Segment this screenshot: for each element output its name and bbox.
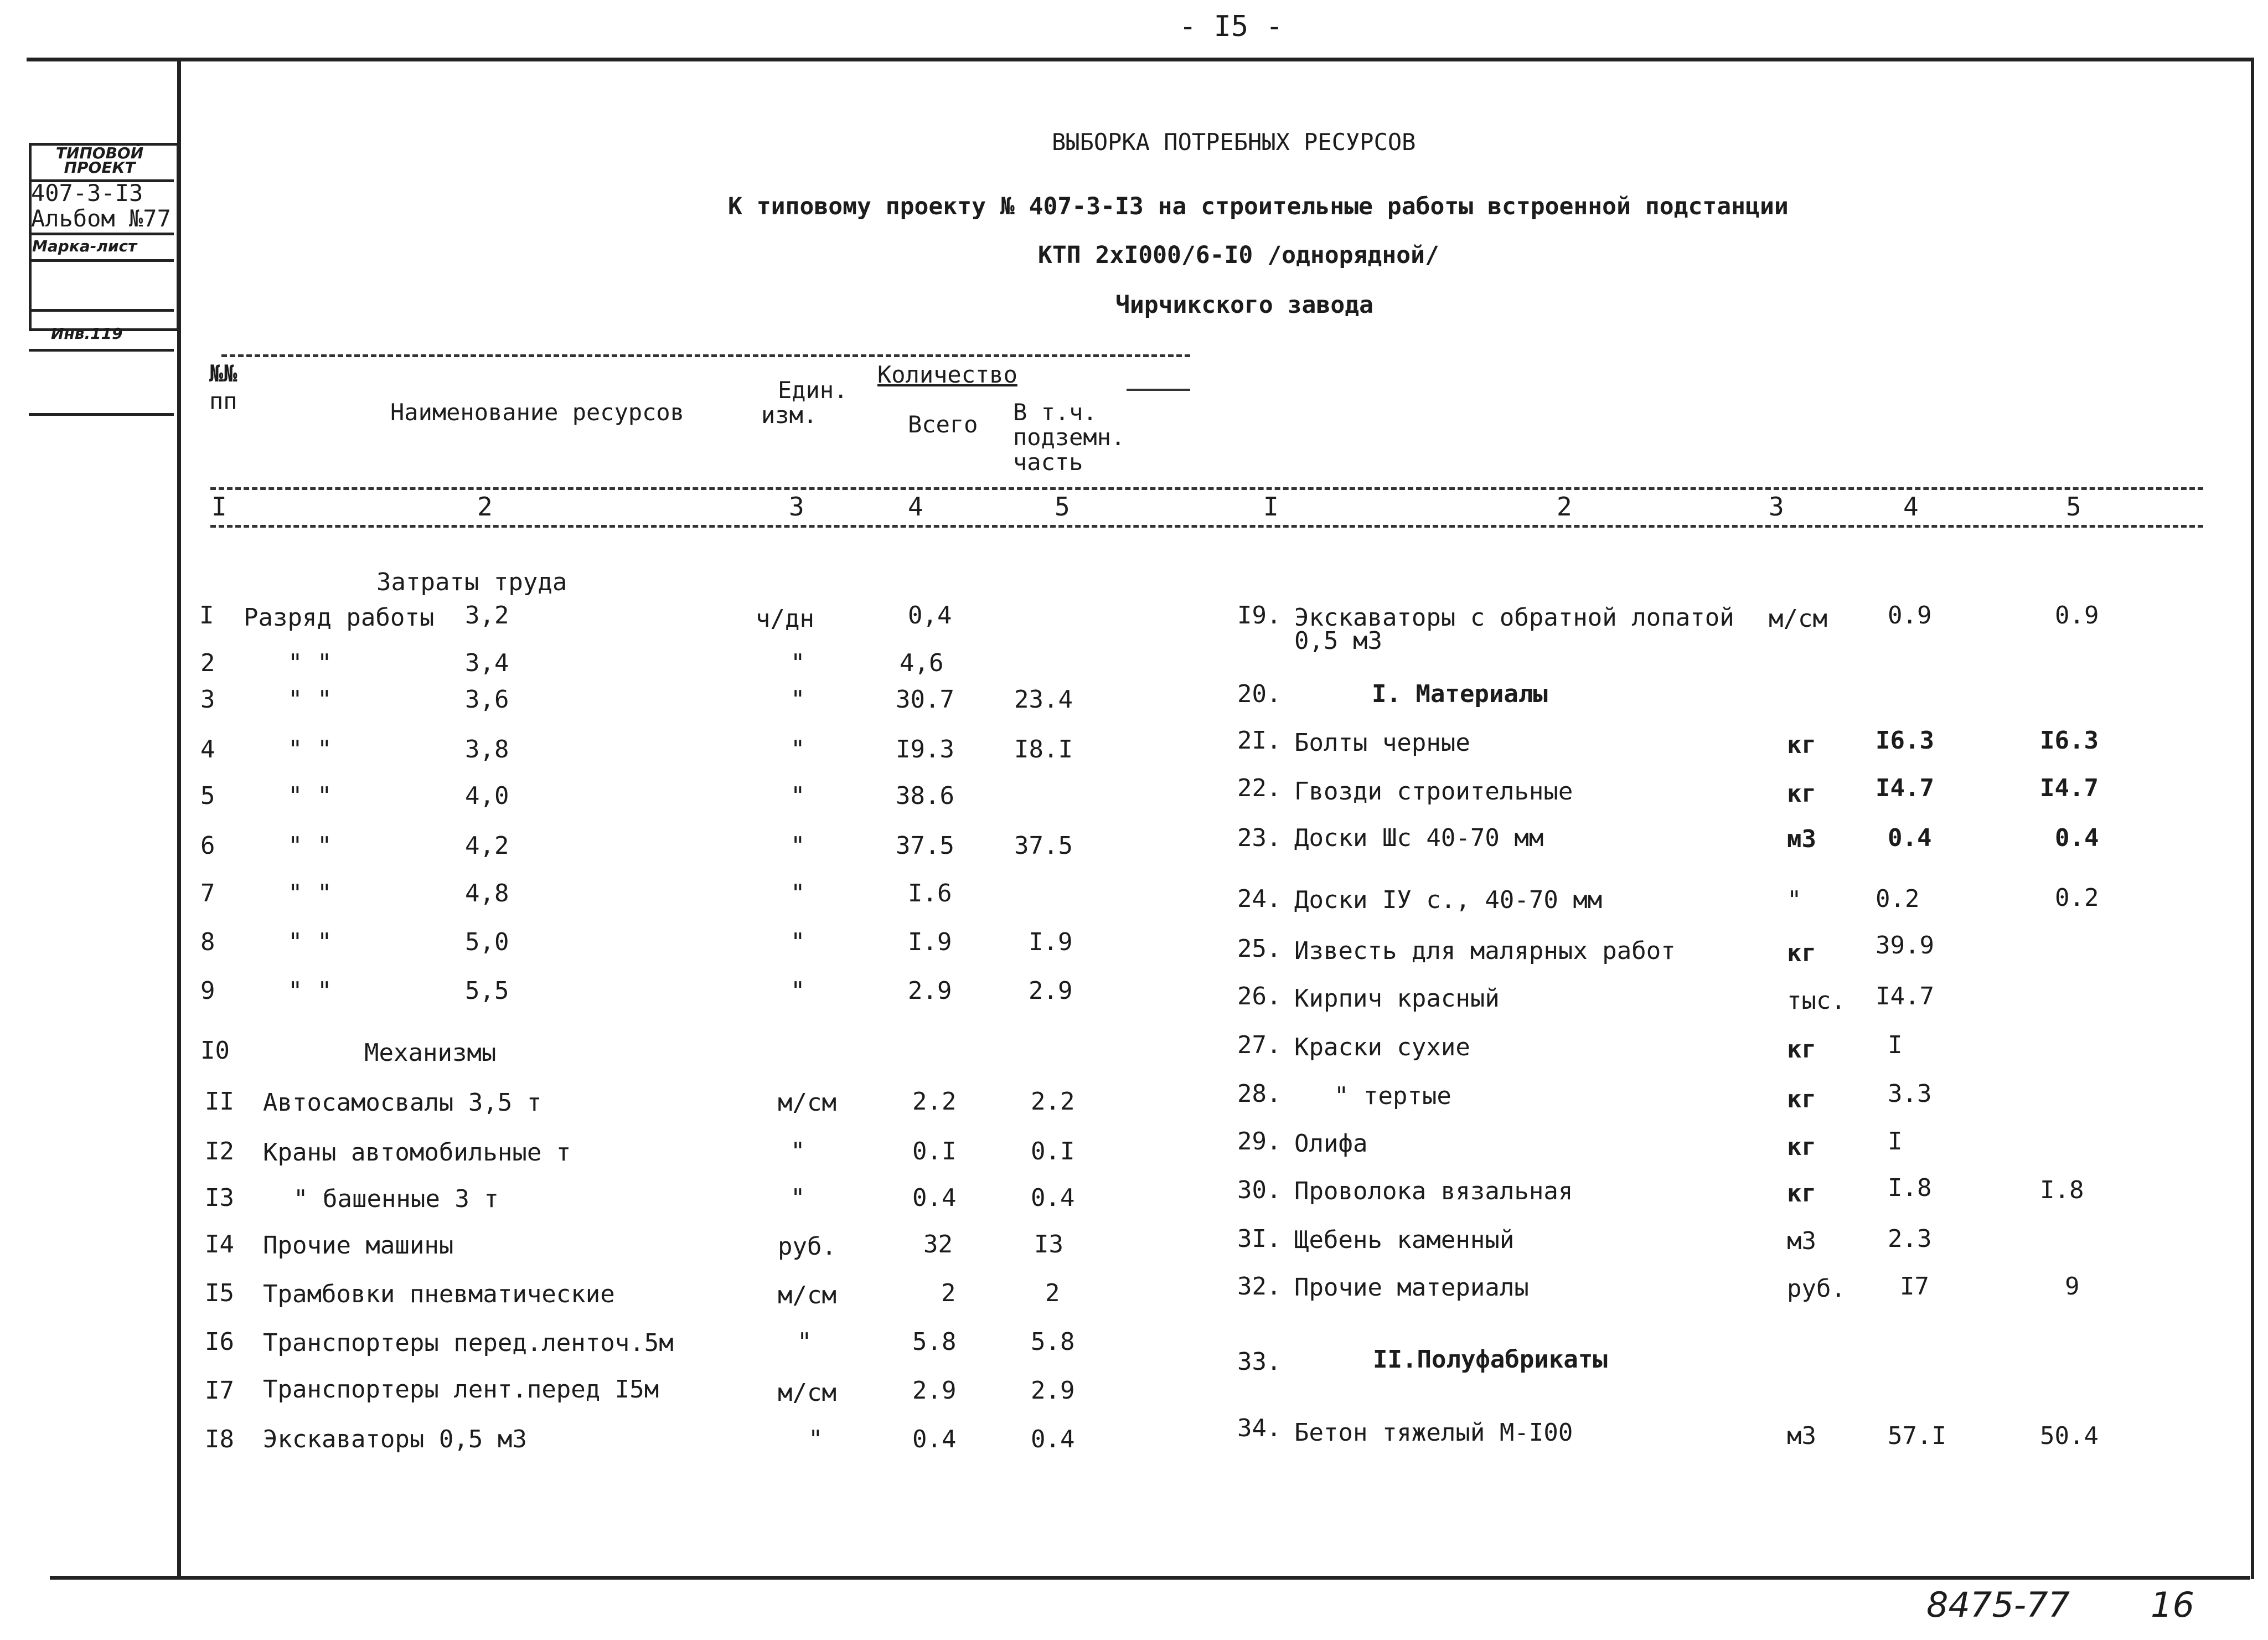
header-top-rule — [221, 354, 1190, 357]
right-row-32-n: 32. — [1237, 1272, 1282, 1301]
right-row-30-under: I.8 — [2040, 1176, 2084, 1204]
left-mech-row-5-name: Трамбовки пневматические — [263, 1280, 615, 1308]
left-row-7-total: I.6 — [908, 879, 952, 907]
left-row-3-unit: " — [791, 685, 805, 714]
footer-sheet-number: 16 — [2151, 1585, 2194, 1625]
right-row-19-name2: 0,5 м3 — [1294, 627, 1382, 655]
subtitle-project: К типовому проекту № 407-3-I3 на строительные работы встроенной подстанции — [728, 193, 1789, 220]
left-mech-row-7-total: 2.9 — [912, 1376, 957, 1405]
left-row-5-name: " " — [288, 782, 332, 810]
left-mech-row-1-unit: м/см — [778, 1089, 836, 1117]
header-qty-rule — [1127, 389, 1190, 391]
left-mech-row-1-name: Автосамосвалы 3,5 т — [263, 1089, 542, 1117]
right-row-25-name: Известь для малярных работ — [1294, 937, 1676, 965]
left-mech-row-3-unit: " — [791, 1184, 805, 1212]
left-mech-row-3-total: 0.4 — [912, 1184, 957, 1212]
right-row-22-under: I4.7 — [2040, 774, 2099, 802]
header-unit-b: изм. — [761, 401, 818, 429]
right-row-19-total: 0.9 — [1888, 601, 1932, 630]
left-row-7-unit: " — [791, 879, 805, 907]
right-row-26-total: I4.7 — [1876, 982, 1934, 1010]
colnum-right-3: 3 — [1769, 492, 1784, 522]
right-row-19-unit: м/см — [1769, 605, 1827, 633]
left-row-7-grade: 4,8 — [465, 879, 509, 907]
left-row-9-grade: 5,5 — [465, 977, 509, 1005]
left-mech-row-5-total: 2 — [941, 1279, 956, 1307]
right-row-34-name: Бетон тяжелый М-I00 — [1294, 1419, 1573, 1447]
left-mech-row-1-under: 2.2 — [1031, 1087, 1075, 1116]
right-row-26-unit: тыс. — [1787, 987, 1846, 1015]
left-row-2-name: " " — [288, 649, 332, 677]
right-row-27-n: 27. — [1237, 1031, 1282, 1059]
header-num-a: №№ — [209, 360, 237, 387]
right-row-28-total: 3.3 — [1888, 1080, 1932, 1108]
right-row-24-total: 0.2 — [1876, 885, 1920, 913]
colnum-top-rule — [210, 487, 2203, 490]
right-row-31-unit: м3 — [1787, 1227, 1816, 1255]
left-row-9-unit: " — [791, 977, 805, 1005]
left-row-4-unit: " — [791, 735, 805, 764]
stamp-project-no: 407-3-I3 — [31, 179, 143, 207]
left-row-5-grade: 4,0 — [465, 782, 509, 810]
right-row-24-unit: " — [1787, 886, 1802, 914]
right-row-30-total: I.8 — [1888, 1174, 1932, 1202]
left-row-8-grade: 5,0 — [465, 928, 509, 956]
header-under-b: подземн. — [1013, 424, 1125, 451]
document-title: ВЫБОРКА ПОТРЕБНЫХ РЕСУРСОВ — [1052, 128, 1416, 156]
left-mech-row-3-n: I3 — [205, 1184, 234, 1212]
right-row-24-under: 0.2 — [2055, 884, 2099, 912]
right-row-21-unit: кг — [1787, 731, 1816, 759]
colnum-left-1: I — [211, 492, 227, 522]
right-row-25-unit: кг — [1787, 939, 1816, 967]
right-row-31-n: 3I. — [1237, 1225, 1282, 1253]
left-mech-row-4-n: I4 — [205, 1230, 234, 1259]
left-row-8-total: I.9 — [908, 928, 952, 956]
left-mech-row-3-under: 0.4 — [1031, 1184, 1075, 1212]
colnum-right-5: 5 — [2066, 492, 2081, 522]
left-row-4-name: " " — [288, 735, 332, 764]
right-row-31-total: 2.3 — [1888, 1225, 1932, 1253]
left-row-4-total: I9.3 — [896, 735, 954, 764]
right-row-32-name: Прочие материалы — [1294, 1273, 1529, 1302]
right-row-28-n: 28. — [1237, 1080, 1282, 1108]
right-row-34-total: 57.I — [1888, 1422, 1946, 1450]
right-row-34-unit: м3 — [1787, 1422, 1816, 1450]
left-mech-row-3-name: " башенные 3 т — [293, 1185, 499, 1213]
section-labor: Затраты труда — [376, 568, 567, 596]
right-row-23-unit: м3 — [1787, 825, 1816, 853]
left-mech-row-7-under: 2.9 — [1031, 1376, 1075, 1405]
right-row-28-unit: кг — [1787, 1085, 1816, 1113]
left-row-9-under: 2.9 — [1029, 977, 1073, 1005]
stamp-type-label: ТИПОВОЙ ПРОЕКТ — [55, 144, 144, 177]
right-row-29-name: Олифа — [1294, 1130, 1368, 1158]
right-row-21-under: I6.3 — [2040, 726, 2099, 755]
left-row-3-grade: 3,6 — [465, 685, 509, 714]
left-mech-row-6-under: 5.8 — [1031, 1328, 1075, 1356]
frame-right-line — [2251, 58, 2254, 1579]
left-row-6-under: 37.5 — [1014, 832, 1073, 860]
left-row-1-unit: ч/дн — [756, 605, 814, 633]
stamp-album: Альбом №77 — [31, 205, 171, 232]
left-mech-row-4-under: I3 — [1034, 1230, 1063, 1259]
right-row-33-name: II.Полуфабрикаты — [1373, 1345, 1608, 1374]
right-row-30-unit: кг — [1787, 1179, 1816, 1208]
right-row-19-n: I9. — [1237, 601, 1282, 630]
right-row-23-under: 0.4 — [2055, 824, 2099, 852]
left-row-8-unit: " — [791, 928, 805, 956]
right-row-34-n: 34. — [1237, 1414, 1282, 1442]
right-row-32-total: I7 — [1900, 1272, 1929, 1301]
left-row-6-total: 37.5 — [896, 832, 954, 860]
right-row-22-name: Гвозди строительные — [1294, 777, 1573, 806]
left-mech-row-7-unit: м/см — [778, 1379, 836, 1407]
header-total: Всего — [908, 411, 978, 438]
right-row-19-name: Экскаваторы с обратной лопатой — [1294, 604, 1734, 632]
left-row-1-n: I — [199, 601, 214, 630]
left-row-2-n: 2 — [200, 649, 215, 677]
page-number: - I5 - — [1179, 10, 1283, 43]
left-row-9-name: " " — [288, 977, 332, 1005]
left-row-10-n: I0 — [200, 1036, 230, 1065]
left-mech-row-8-n: I8 — [205, 1425, 234, 1453]
left-row-6-name: " " — [288, 832, 332, 860]
side-stamp — [29, 143, 177, 414]
right-row-21-n: 2I. — [1237, 726, 1282, 755]
left-mech-row-6-unit: " — [797, 1328, 812, 1356]
right-row-27-name: Краски сухие — [1294, 1033, 1470, 1061]
left-mech-row-5-n: I5 — [205, 1279, 234, 1307]
subtitle-plant: Чирчикского завода — [1115, 291, 1373, 319]
right-row-29-total: I — [1888, 1127, 1903, 1156]
left-row-3-name: " " — [288, 685, 332, 714]
left-mech-row-7-name: Транспортеры лент.перед I5м — [263, 1375, 659, 1404]
left-row-3-n: 3 — [200, 685, 215, 714]
right-row-22-unit: кг — [1787, 780, 1816, 808]
stamp-sheet-label: Марка-лист — [32, 237, 137, 255]
left-row-1-grade: 3,2 — [465, 601, 509, 630]
left-mech-row-4-name: Прочие машины — [263, 1231, 454, 1260]
left-mech-row-2-n: I2 — [205, 1137, 234, 1165]
right-row-22-total: I4.7 — [1876, 774, 1934, 802]
left-row-5-n: 5 — [200, 782, 215, 810]
left-row-1-total: 0,4 — [908, 601, 952, 630]
right-row-25-total: 39.9 — [1876, 931, 1934, 960]
left-row-8-n: 8 — [200, 928, 215, 956]
left-row-6-grade: 4,2 — [465, 832, 509, 860]
right-row-20-n: 20. — [1237, 680, 1282, 708]
left-mech-row-2-name: Краны автомобильные т — [263, 1138, 571, 1167]
right-row-28-name: " тертые — [1334, 1082, 1451, 1110]
left-mech-row-6-name: Транспортеры перед.ленточ.5м — [263, 1329, 674, 1357]
left-row-3-under: 23.4 — [1014, 685, 1073, 714]
right-row-21-name: Болты черные — [1294, 729, 1470, 757]
left-mech-row-1-n: II — [205, 1087, 234, 1116]
left-mech-row-8-unit: " — [808, 1425, 823, 1453]
right-row-30-n: 30. — [1237, 1176, 1282, 1204]
left-row-9-n: 9 — [200, 977, 215, 1005]
colnum-left-5: 5 — [1055, 492, 1070, 522]
header-name: Наименование ресурсов — [390, 399, 685, 426]
colnum-bottom-rule — [210, 525, 2203, 528]
left-row-4-grade: 3,8 — [465, 735, 509, 764]
left-mech-row-1-total: 2.2 — [912, 1087, 957, 1116]
right-row-33-n: 33. — [1237, 1348, 1282, 1376]
right-row-29-unit: кг — [1787, 1133, 1816, 1161]
left-row-7-n: 7 — [200, 879, 215, 907]
right-row-25-n: 25. — [1237, 935, 1282, 963]
right-row-22-n: 22. — [1237, 774, 1282, 802]
left-mech-row-2-total: 0.I — [912, 1137, 957, 1165]
colnum-right-2: 2 — [1557, 492, 1572, 522]
left-row-6-n: 6 — [200, 832, 215, 860]
frame-bottom-line — [50, 1576, 2250, 1580]
left-mech-row-4-unit: руб. — [778, 1232, 836, 1261]
header-under-c: часть — [1013, 448, 1083, 476]
left-mech-row-5-unit: м/см — [778, 1281, 836, 1309]
left-row-2-grade: 3,4 — [465, 649, 509, 677]
right-row-34-under: 50.4 — [2040, 1422, 2099, 1450]
left-mech-row-8-under: 0.4 — [1031, 1425, 1075, 1453]
header-num-b: пп — [209, 388, 237, 415]
left-mech-row-4-total: 32 — [923, 1230, 953, 1259]
stamp-inv-label: Инв.119 — [51, 324, 123, 343]
left-mech-row-2-under: 0.I — [1031, 1137, 1075, 1165]
right-row-23-name: Доски Шс 40-70 мм — [1294, 824, 1544, 852]
left-row-4-n: 4 — [200, 735, 215, 764]
left-row-5-unit: " — [791, 782, 805, 810]
right-row-27-total: I — [1888, 1031, 1903, 1059]
footer-doc-number: 8475-77 — [1926, 1585, 2070, 1625]
right-row-32-under: 9 — [2065, 1272, 2080, 1301]
right-row-29-n: 29. — [1237, 1127, 1282, 1156]
header-unit-a: Един. — [778, 377, 848, 404]
left-mech-row-5-under: 2 — [1045, 1279, 1060, 1307]
right-row-24-n: 24. — [1237, 885, 1282, 913]
colnum-left-3: 3 — [789, 492, 804, 522]
left-mech-row-6-total: 5.8 — [912, 1328, 957, 1356]
right-row-30-name: Проволока вязальная — [1294, 1177, 1573, 1205]
left-mech-row-6-n: I6 — [205, 1328, 234, 1356]
right-row-23-n: 23. — [1237, 824, 1282, 852]
left-row-8-name: " " — [288, 928, 332, 956]
left-row-8-under: I.9 — [1029, 928, 1073, 956]
frame-top-line — [27, 58, 2252, 61]
colnum-right-1: I — [1263, 492, 1279, 522]
header-quantity: Количество — [877, 361, 1017, 388]
right-row-26-n: 26. — [1237, 982, 1282, 1010]
left-row-7-name: " " — [288, 879, 332, 907]
left-row-9-total: 2.9 — [908, 977, 952, 1005]
right-row-32-unit: руб. — [1787, 1275, 1846, 1303]
right-row-19-under: 0.9 — [2055, 601, 2099, 630]
left-row-1-name: Разряд работы — [244, 604, 435, 632]
left-mech-row-8-name: Экскаваторы 0,5 м3 — [263, 1425, 527, 1453]
left-mech-row-8-total: 0.4 — [912, 1425, 957, 1453]
left-row-5-total: 38.6 — [896, 782, 954, 810]
left-mech-row-7-n: I7 — [205, 1376, 234, 1405]
left-mech-row-2-unit: " — [791, 1137, 805, 1165]
left-row-3-total: 30.7 — [896, 685, 954, 714]
colnum-right-4: 4 — [1903, 492, 1919, 522]
right-row-27-unit: кг — [1787, 1035, 1816, 1064]
colnum-left-4: 4 — [908, 492, 923, 522]
subtitle-ktp: КТП 2хI000/6-I0 /однорядной/ — [1038, 241, 1439, 269]
left-row-2-unit: " — [791, 649, 805, 677]
right-row-20-name: I. Материалы — [1372, 680, 1548, 708]
left-row-6-unit: " — [791, 832, 805, 860]
right-row-24-name: Доски IУ с., 40-70 мм — [1294, 886, 1603, 914]
right-row-23-total: 0.4 — [1888, 824, 1932, 852]
header-under-a: В т.ч. — [1013, 399, 1097, 426]
left-row-2-total: 4,6 — [900, 649, 944, 677]
left-row-4-under: I8.I — [1014, 735, 1073, 764]
right-row-21-total: I6.3 — [1876, 726, 1934, 755]
section-mechanisms: Механизмы — [364, 1039, 497, 1067]
colnum-left-2: 2 — [477, 492, 493, 522]
right-row-26-name: Кирпич красный — [1294, 984, 1500, 1013]
right-row-31-name: Щебень каменный — [1294, 1226, 1515, 1254]
